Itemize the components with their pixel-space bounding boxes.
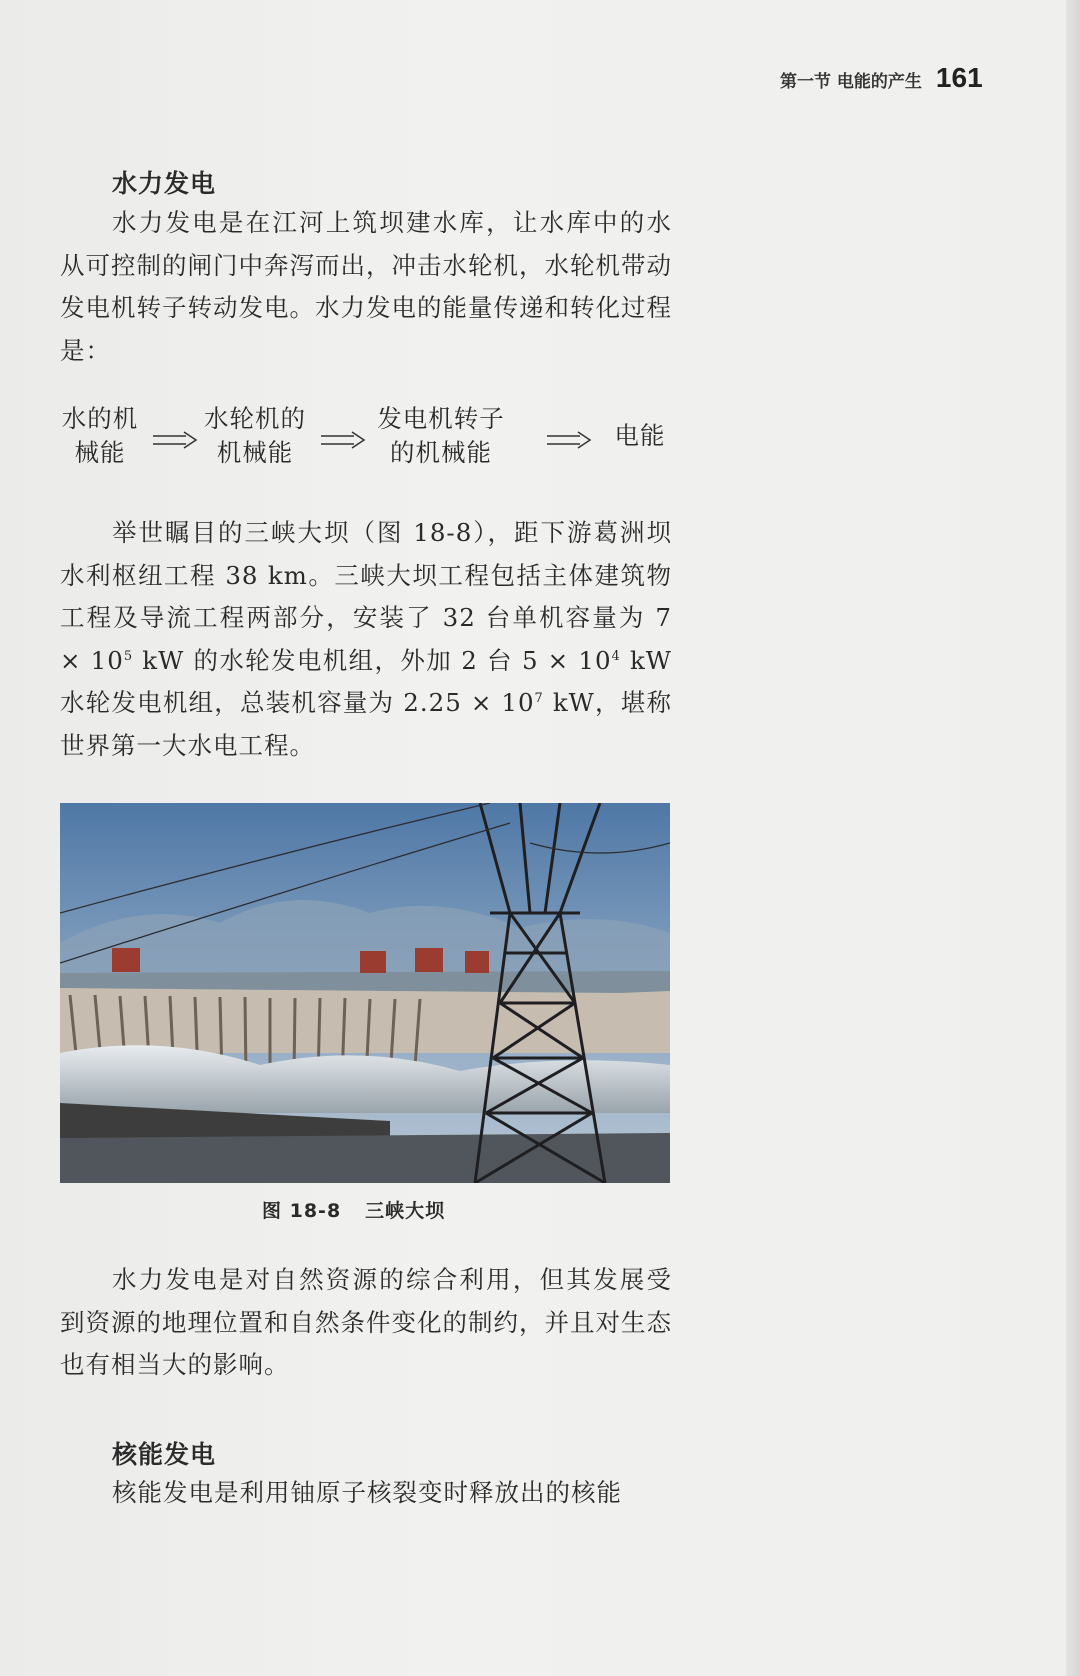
three-gorges-dam-photo	[60, 803, 670, 1183]
running-header	[780, 62, 1030, 102]
page-edge	[1066, 0, 1080, 1676]
energy-flow-diagram	[60, 402, 672, 482]
page-number: 161	[935, 62, 983, 93]
nuclear-heading: 核能发电	[112, 1440, 217, 1469]
flow-node-turbine: 水轮机的 机械能	[204, 404, 306, 467]
hydro-intro-paragraph: 水力发电是在江河上筑坝建水库，让水库中的水从可控制的闸门中奔泻而出，冲击水轮机，水轮机带动发电机转子转动发电。水力发电的能量传递和转化过程是：	[60, 208, 672, 365]
hydro-summary-paragraph: 水力发电是对自然资源的综合利用，但其发展受到资源的地理位置和自然条件变化的制约，并且对生态也有相当大的影响。	[60, 1265, 672, 1379]
nuclear-intro-paragraph: 核能发电是利用铀原子核裂变时释放出的核能	[112, 1478, 622, 1507]
figure-title: 三峡大坝	[365, 1200, 446, 1222]
flow-arrow-icon	[152, 430, 198, 450]
flow-node-generator: 发电机转子 的机械能	[377, 404, 505, 467]
flow-arrow-icon	[320, 430, 366, 450]
figure-number: 图 18-8	[262, 1200, 342, 1222]
flow-arrow-icon	[546, 430, 592, 450]
figure-caption	[262, 1196, 445, 1223]
flow-node-water: 水的机 械能	[61, 404, 139, 467]
hydro-heading: 水力发电	[112, 169, 217, 198]
section-title: 第一节 电能的产生	[780, 72, 922, 92]
flow-node-electric: 电能	[614, 421, 666, 450]
sanxia-paragraph: 举世瞩目的三峡大坝（图 18-8），距下游葛洲坝水利枢纽工程 38 km。三峡大坝工程包括主体建筑物工程及导流工程两部分，安装了 32 台单机容量为 $7 \times 10^5$ kW 的水轮发电机组，外加 2 台 $5 \times 10^4$ kW 水轮发电机组，总装机容量为 $2.25 \times 10^7$ kW，堪称世界第一大水电工程。	[60, 518, 672, 760]
